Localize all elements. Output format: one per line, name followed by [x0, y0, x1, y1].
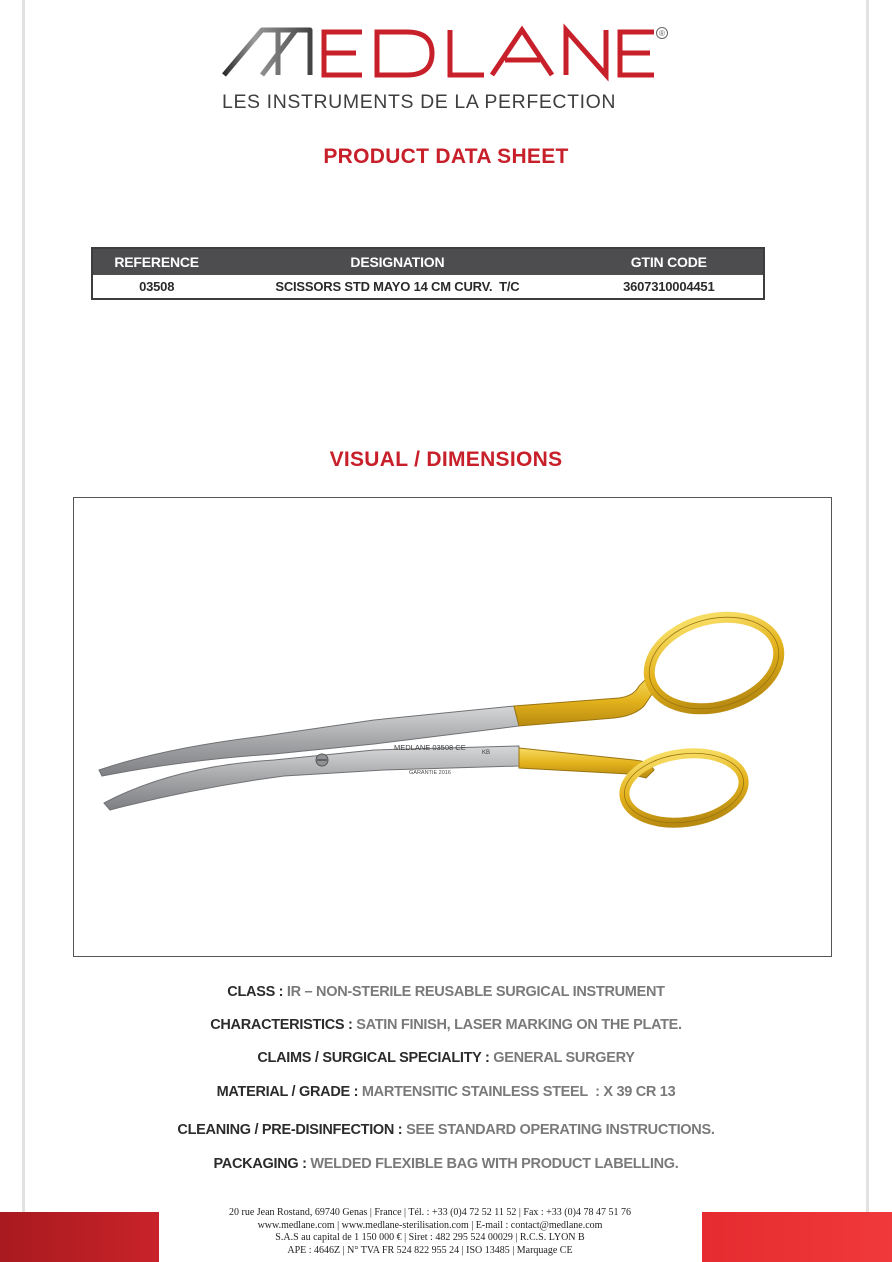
- medlane-wordmark: [222, 20, 672, 86]
- spec-characteristics: [0, 1017, 892, 1033]
- spec-value: IR – NON-STERILE REUSABLE SURGICAL INSTRUMENT: [283, 984, 665, 1000]
- product-image-frame: [73, 497, 832, 957]
- spec-cleaning: [0, 1122, 892, 1138]
- scissors-image: [74, 498, 831, 956]
- registered-mark: ®: [659, 29, 665, 38]
- footer-web: www.medlane.com | www.medlane-sterilisation.com | E-mail : contact@medlane.com: [257, 1219, 603, 1231]
- footer-registration: APE : 4646Z | N° TVA FR 524 822 955 24 | ISO 13485 | Marquage CE: [287, 1244, 573, 1256]
- cell-reference: 03508: [139, 279, 175, 294]
- spec-claims: [0, 1050, 892, 1066]
- table-row: [92, 275, 764, 299]
- spec-label: CLAIMS / SURGICAL SPECIALITY :: [257, 1050, 490, 1066]
- spec-value: MARTENSITIC STAINLESS STEEL : X 39 CR 13: [358, 1084, 676, 1100]
- medlane-logo: [222, 20, 672, 120]
- tagline: LES INSTRUMENTS DE LA PERFECTION: [222, 91, 617, 113]
- spec-value: SATIN FINISH, LASER MARKING ON THE PLATE.: [352, 1017, 682, 1033]
- visual-dimensions-title: VISUAL / DIMENSIONS: [329, 448, 563, 471]
- header-designation: DESIGNATION: [220, 248, 574, 275]
- spec-label: PACKAGING :: [213, 1156, 307, 1172]
- footer-bar-right: [702, 1212, 892, 1262]
- footer-contact: [160, 1207, 700, 1257]
- footer-bar-left: [0, 1212, 159, 1262]
- spec-packaging: [0, 1156, 892, 1172]
- header-reference: REFERENCE: [92, 248, 220, 275]
- spec-label: CLASS :: [227, 984, 284, 1000]
- cell-designation: SCISSORS STD MAYO 14 CM CURV. T/C: [275, 279, 520, 294]
- product-table: [91, 247, 765, 300]
- product-data-sheet-title: PRODUCT DATA SHEET: [323, 145, 569, 168]
- engraving-kb: KB: [482, 750, 491, 756]
- footer-legal: S.A.S au capital de 1 150 000 € | Siret : 482 295 524 00029 | R.C.S. LYON B: [275, 1232, 585, 1243]
- engraving-garantie: GARANTIE 2016: [409, 770, 451, 776]
- spec-material: [0, 1084, 892, 1100]
- footer-address: 20 rue Jean Rostand, 69740 Genas | France | Tél. : +33 (0)4 72 52 11 52 | Fax : +33 (0)4 78 47 51 76: [229, 1207, 631, 1218]
- spec-value: WELDED FLEXIBLE BAG WITH PRODUCT LABELLING.: [306, 1156, 679, 1172]
- spec-label: MATERIAL / GRADE :: [216, 1084, 359, 1100]
- spec-class: [0, 984, 892, 1000]
- spec-value: SEE STANDARD OPERATING INSTRUCTIONS.: [402, 1122, 715, 1138]
- spec-label: CHARACTERISTICS :: [210, 1017, 353, 1033]
- engraving-reference: MEDLANE 03508 CE: [394, 743, 466, 752]
- spec-label: CLEANING / PRE-DISINFECTION :: [177, 1122, 403, 1138]
- table-header-row: [92, 248, 764, 275]
- cell-gtin: 3607310004451: [623, 279, 715, 294]
- spec-value: GENERAL SURGERY: [489, 1050, 635, 1066]
- header-gtin: GTIN CODE: [575, 248, 764, 275]
